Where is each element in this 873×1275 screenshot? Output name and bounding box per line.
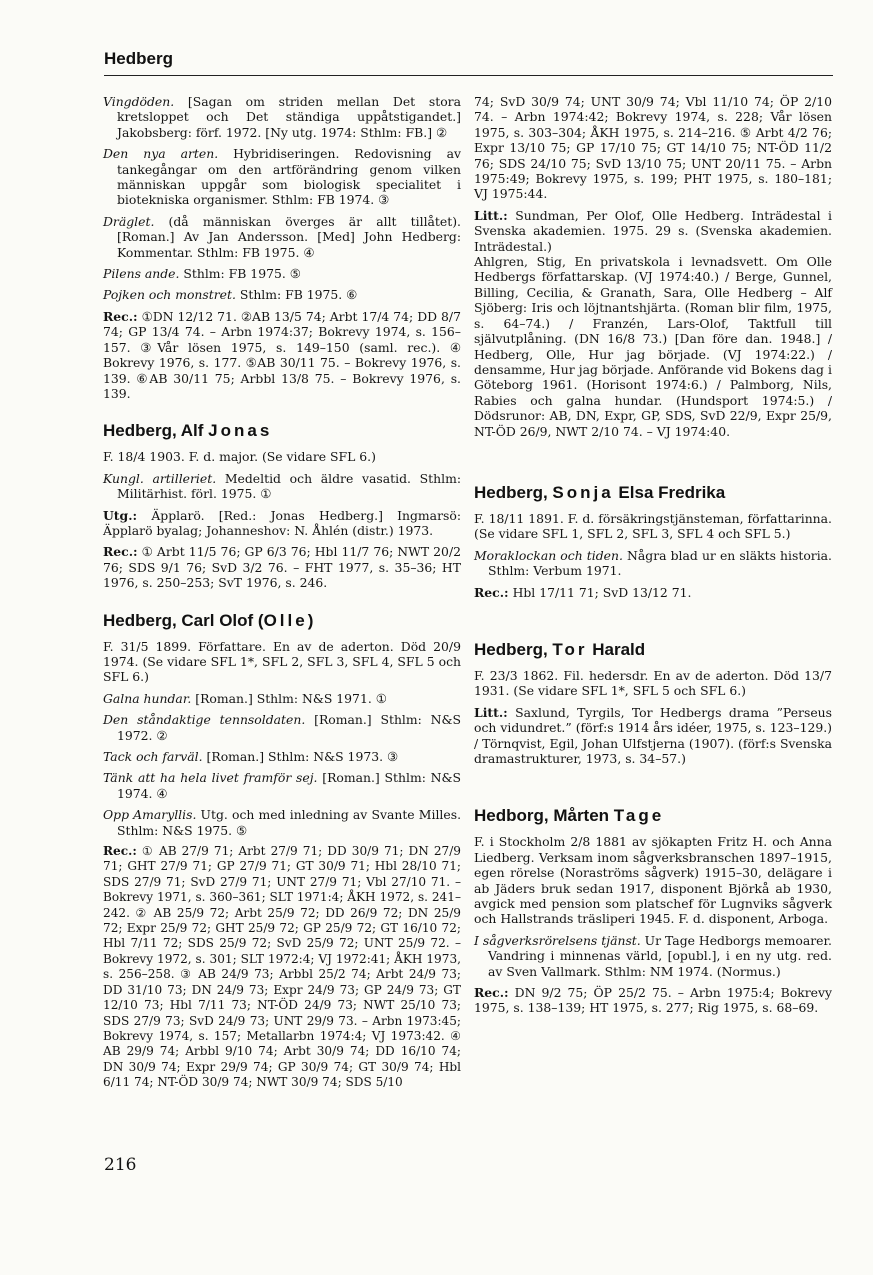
header-rule (104, 75, 833, 76)
heading-text-end: ) (307, 610, 314, 630)
entry-heading-tor (474, 640, 832, 660)
work-details: [Roman.] Sthlm: N&S 1971. ① (191, 690, 387, 706)
heading-spaced: Olle (263, 610, 308, 630)
utg-label: Utg.: (103, 507, 138, 523)
work-title: Vingdöden. (103, 94, 175, 109)
work-title: I sågverksrörelsens tjänst. (474, 932, 641, 948)
rec-label: Rec.: (103, 544, 138, 560)
heading-text-end: Harald (587, 639, 646, 659)
work-entry (103, 471, 461, 502)
work-entry (103, 146, 461, 208)
heading-spaced: Jonas (208, 421, 273, 441)
review-text: ①DN 12/12 71. ②AB 13/5 74; Arbt 17/4 74; DD 8/7 74; GP 13/4 74. – Arbn 1974:37; Bokrevy 1974, s. 156–157. ③Vår lösen 1975, s. 149–150 (saml. rec.). ④ Bokrevy 1976, s. 177. ⑤AB 30/11 75. – Bokrevy 1976, s. 139. ⑥AB 30/11 75; Arbbl 13/8 75. – Bokrevy 1976, s. 139. (103, 308, 461, 401)
page-number: 216 (104, 1155, 137, 1175)
work-details: Hybridiseringen. Redovisning av tankegångar om den artförändring genom vilken människan uppgår som biologisk specialitet i biotekniska organismer. Sthlm: FB 1974. ③ (117, 146, 461, 208)
litt-block (474, 208, 832, 254)
work-entry (474, 933, 832, 979)
heading-spaced: Tage (613, 806, 665, 826)
heading-text: Hedberg, Carl Olof ( (103, 610, 264, 630)
work-entry (103, 691, 461, 706)
work-entry (103, 749, 461, 764)
left-column (103, 94, 461, 1097)
entry-heading-alf (103, 421, 461, 441)
utg-block (103, 508, 461, 539)
review-block (474, 585, 832, 600)
bio: F. 18/4 1903. F. d. major. (Se vidare SFL 6.) (103, 449, 376, 465)
heading-text: Hedberg, (474, 482, 553, 502)
utg-text: Äpplarö. [Red.: Jonas Hedberg.] Ingmarsö: Äpplarö byalag; Johanneshov: N. Åhlén (distr.) 1973. (103, 507, 461, 538)
rec-label: Rec.: (103, 844, 137, 859)
entry-heading-sonja (474, 483, 832, 503)
litt-text: Sundman, Per Olof, Olle Hedberg. Inträdestal i Svenska akademien. 1975. 29 s. (Svenska akademien. Inträdestal.) (474, 207, 832, 254)
work-entry (103, 266, 461, 281)
review-block (103, 844, 461, 1091)
work-title: Tack och farväl. (103, 749, 203, 764)
work-details: Ur Tage Hedborgs memoarer. Vandring i minnenas värld, [opubl.], i en ny utg. red. av Sven Vallmark. Sthlm: NM 1974. (Normus.) (488, 932, 832, 979)
heading-spaced: Tor (552, 639, 588, 659)
review-text: DN 9/2 75; ÖP 25/2 75. – Arbn 1975:4; Bokrevy 1975, s. 138–139; HT 1975, s. 277; Rig 1975, s. 68–69. (474, 985, 832, 1016)
review-block (103, 544, 461, 590)
heading-text: Hedberg, (474, 639, 553, 659)
heading-text-end: Elsa Fredrika (613, 482, 726, 502)
work-title: Den nya arten. (103, 146, 219, 162)
work-title: Den ståndaktige tennsoldaten. (103, 712, 306, 728)
work-title: Tänk att ha hela livet framför sej. (103, 770, 318, 786)
work-entry (474, 548, 832, 579)
work-entry (103, 287, 461, 302)
heading-text: Hedberg, Alf (103, 421, 209, 441)
litt-label: Litt.: (474, 704, 508, 720)
work-title: Pojken och monstret. (103, 287, 236, 303)
heading-text: Hedborg, Mårten (474, 806, 614, 826)
entry-heading-tage (474, 806, 832, 826)
right-column (474, 94, 832, 1022)
review-text: Hbl 17/11 71; SvD 13/12 71. (508, 584, 692, 600)
work-entry (103, 214, 461, 260)
work-title: Kungl. artilleriet. (103, 470, 217, 486)
work-details: Några blad ur en släkts historia. Sthlm: Verbum 1971. (488, 547, 832, 579)
running-head: Hedberg (104, 49, 173, 68)
work-entry (103, 770, 461, 801)
work-title: Pilens ande. (103, 266, 180, 282)
review-text: ① AB 27/9 71; Arbt 27/9 71; DD 30/9 71; DN 27/9 71; GHT 27/9 71; GP 27/9 71; GT 30/9 71; Hbl 28/10 71; SDS 27/9 71; SvD 27/9 71; UNT 27/9 71; Vbl 27/10 71. – Bokrevy 1971, s. 360–361; SLT 1971:4; ÅKH 1972, s. 241–242. ② AB 25/9 72; Arbt 25/9 72; DD 26/9 72; DN 25/9 72; Expr 25/9 72; GHT 25/9 72; GP 25/9 72; GT 16/10 72; Hbl 7/11 72; SDS 25/9 72; SvD 25/9 72; UNT 25/9 72. – Bokrevy 1972, s. 301; SLT 1972:4; VJ 1972:41; ÅKH 1973, s. 256–258. ③ AB 24/9 73; Arbbl 25/2 74; Arbt 24/9 73; DD 31/10 73; DN 24/9 73; Expr 24/9 73; GP 24/9 73; GT 12/10 73; Hbl 7/11 73; NT-ÖD 24/9 73; NWT 25/10 73; SDS 27/9 73; SvD 24/9 73; UNT 29/9 73. – Arbn 1973:45; Bokrevy 1974, s. 157; Metallarbn 1974:4; VJ 1973:42. ④ AB 29/9 74; Arbbl 9/10 74; Arbt 30/9 74; DD 16/10 74; DN 30/9 74; Expr 29/9 74; GP 30/9 74; GT 30/9 74; Hbl 6/11 74; NT-ÖD 30/9 74; NWT 30/9 74; SDS 5/10 (103, 844, 461, 1090)
review-text: ① Arbt 11/5 76; GP 6/3 76; Hbl 11/7 76; NWT 20/2 76; SDS 9/1 76; SvD 3/2 76. – FHT 1977, s. 35–36; HT 1976, s. 250–253; SvT 1976, s. 246. (103, 544, 461, 591)
work-details: [Roman.] Sthlm: N&S 1972. ② (117, 712, 462, 743)
review-block (474, 985, 832, 1016)
work-details: [Sagan om striden mellan Det stora kretsloppet och Det ständiga uppåtstigandet.] Jakobsberg: förf. 1972. [Ny utg. 1974: Sthlm: FB.] ② (117, 94, 461, 140)
bio: F. 31/5 1899. Författare. En av de aderton. Död 20/9 1974. (Se vidare SFL 1*, SFL 2, SFL 3, SFL 4, SFL 5 och SFL 6.) (103, 638, 461, 685)
litt-text: Saxlund, Tyrgils, Tor Hedbergs drama ”Perseus och vidundret.” (förf:s 1914 års idéer, 1975, s. 123–129.) / Törnqvist, Egil, Johan Ulfstjerna (1907). (förf:s Svenska dramastrukturer, 1973, s. 34–57.) (474, 704, 832, 766)
work-details: [Roman.] Sthlm: N&S 1973. ③ (202, 749, 399, 764)
work-details: Sthlm: FB 1975. ⑥ (235, 287, 358, 303)
work-title: Opp Amaryllis. (103, 807, 197, 823)
work-details: Sthlm: FB 1975. ⑤ (179, 266, 301, 282)
litt-block (474, 705, 832, 767)
heading-spaced: Sonja (552, 482, 614, 502)
work-details: Medeltid och äldre vasatid. Sthlm: Militärhist. förl. 1975. ① (117, 470, 461, 502)
bio: F. 23/3 1862. Fil. hedersdr. En av de aderton. Död 13/7 1931. (Se vidare SFL 1*, SFL 5 och SFL 6.) (474, 667, 832, 699)
work-title: Moraklockan och tiden. (474, 547, 623, 563)
rec-label: Rec.: (474, 584, 509, 600)
bio: F. i Stockholm 2/8 1881 av sjökapten Fritz H. och Anna Liedberg. Verksam inom sågverksbranschen 1897–1915, egen rörelse (Noraströms sågverk) 1915–30, delägare i ab Jäders bruk sedan 1917, disponent Björkå ab 1930, avgick med pension som platschef för Lugnviks sågverk och Hallstrands träsliperi 1945. F. d. disponent, Arboga. (474, 834, 832, 927)
rec-label: Rec.: (474, 985, 509, 1001)
work-details: [Roman.] Sthlm: N&S 1974. ④ (117, 770, 461, 801)
work-entry (103, 94, 461, 140)
review-continuation: 74; SvD 30/9 74; UNT 30/9 74; Vbl 11/10 74; ÖP 2/10 74. – Arbn 1974:42; Bokrevy 1974, s. 228; Vår lösen 1975, s. 303–304; ÅKH 1975, s. 214–216. ⑤ Arbt 4/2 76; Expr 13/10 75; GP 17/10 75; GT 14/10 75; NT-ÖD 11/2 76; SDS 24/10 75; SvD 13/10 75; UNT 20/11 75. – Arbn 1975:49; Bokrevy 1975, s. 199; PHT 1975, s. 180–181; VJ 1975:44. (474, 94, 832, 202)
work-details: Utg. och med inledning av Svante Milles. Sthlm: N&S 1975. ⑤ (117, 807, 462, 838)
work-entry (103, 807, 461, 838)
bio: F. 18/11 1891. F. d. försäkringstjänsteman, författarinna. (Se vidare SFL 1, SFL 2, SFL 3, SFL 4 och SFL 5.) (474, 510, 832, 542)
work-details: (då människan överges är allt tillåtet). [Roman.] Av Jan Andersson. [Med] John Hedberg: Kommentar. Sthlm: FB 1975. ④ (117, 213, 461, 260)
litt-label: Litt.: (474, 207, 508, 223)
work-title: Galna hundar. (103, 690, 192, 706)
litt-more: Ahlgren, Stig, En privatskola i levnadsvett. Om Olle Hedbergs författarskap. (VJ 1974:40.) / Berge, Gunnel, Billing, Cecilia, & Granath, Sara, Olle Hedberg – Alf Sjöberg: Iris och löjtnantshjärta. (Roman blir film, 1975, s. 64–74.) / Franzén, Lars-Olof, Taktfull till självutplåning. (DN 16/8 73.) [Dan före dan. 1948.] / Hedberg, Olle, Hur jag började. (VJ 1974:22.) / densamme, Hur jag började. Anförande vid Bokens dag i Göteborg 1961. (Horisont 1974:6.) / Palmborg, Nils, Rabies och galna hundar. (Hundsport 1974:5.) / Dödsrunor: AB, DN, Expr, GP, SDS, SvD 22/9, Expr 25/9, NT-ÖD 26/9, NWT 2/10 74. – VJ 1974:40. (474, 254, 832, 439)
rec-label: Rec.: (103, 308, 138, 324)
entry-heading-olle (103, 611, 461, 631)
review-block (103, 309, 461, 401)
work-entry (103, 712, 461, 743)
work-title: Dräglet. (103, 213, 155, 229)
